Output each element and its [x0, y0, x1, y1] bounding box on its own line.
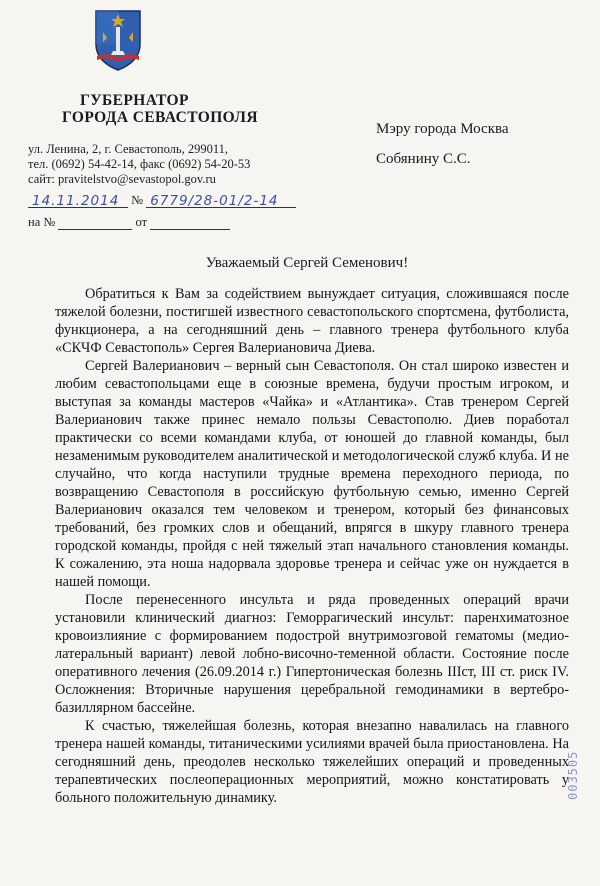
on-number-slot	[58, 214, 132, 230]
paragraph: К счастью, тяжелейшая болезнь, которая внезапно навалилась на главного тренера нашей команды, титаническими усилиями врачей была приостановлена. На сегодняшний день, преодолев несколько тяжелейших операций и проведенных терапевтических послеоперационных мероприятий, можно констатировать у больного положительную динамику.	[55, 718, 569, 806]
addressee-line-2: Собянину С.С.	[376, 151, 471, 167]
organization-name	[62, 92, 282, 126]
addressee-block	[376, 122, 509, 182]
salutation: Уважаемый Сергей Семенович!	[205, 255, 409, 271]
site-line: сайт: pravitelstvo@sevastopol.gov.ru	[28, 172, 216, 186]
incoming-stamp-number: 003505	[566, 750, 580, 800]
sevastopol-coat-of-arms-icon	[93, 8, 143, 72]
handwritten-date: 14.11.2014	[32, 193, 120, 209]
paragraph: Сергей Валерианович – верный сын Севастополя. Он стал широко известен и любим севастопольцами еще в союзные времена, будучи простым игроком, и выступая за команды мастеров «Чайка» и «Атлантика». Став тренером Сергей Валерианович также принес немало пользы Севастополю. Диев поработал практически со всеми командами клуба, от юношей до главной команды, был незаменимым руководителем аналитической и методологической служб клуба. И не случайно, что когда наступили трудные времена переходного периода, по возвращению Севастополя в российскую футбольную семью, именно Сергей Валерианович оказался тем человеком и тренером, который без финансовых требований, без громких слов и обещаний, впрягся в шкуру главного тренера городской команды, пройдя с ней тяжелый этап начального становления команды. К сожалению, эта ноша надорвала здоровье тренера и сейчас уже он нуждается в нашей помощи.	[55, 358, 569, 590]
org-line-1: ГУБЕРНАТОР	[80, 92, 189, 109]
outgoing-reference-row	[28, 192, 296, 210]
paragraph: Обратиться к Вам за содействием вынуждает ситуация, сложившаяся после тяжелой болезни, постигшей известного севастопольского спортсмена, футболиста, функционера, а на сегодняшний день – главного тренера футбольного клуба «СКЧФ Севастополь» Сергея Валериановича Диева.	[55, 286, 569, 356]
on-number-label: на №	[28, 215, 56, 229]
from-date-slot	[150, 214, 230, 230]
date-slot	[28, 192, 128, 208]
handwritten-number: 6779/28-01/2-14	[150, 193, 279, 209]
letter-body	[55, 285, 569, 807]
addressee-line-1: Мэру города Москва	[376, 121, 509, 137]
contact-block	[28, 142, 288, 187]
number-slot	[146, 192, 296, 208]
phone-line: тел. (0692) 54-42-14, факс (0692) 54-20-53	[28, 157, 251, 171]
number-prefix: №	[131, 193, 144, 207]
from-label: от	[135, 215, 148, 229]
paragraph: После перенесенного инсульта и ряда проведенных операций врачи установили клинический диагноз: Геморрагический инсульт: паренхиматозное кровоизлияние с формированием подострой внутримозговой гематомы (медио-латеральный вариант) левой лобно-височно-теменной области. Состояние после оперативного лечения (26.09.2014 г.) Гипертоническая болезнь IIIст, III ст. риск IV. Осложнения: Вторичные нарушения церебральной гемодинамики в вертебро-базиллярном бассейне.	[55, 592, 569, 716]
org-line-2: ГОРОДА СЕВАСТОПОЛЯ	[62, 109, 258, 126]
incoming-reference-row	[28, 214, 230, 232]
address-line: ул. Ленина, 2, г. Севастополь, 299011,	[28, 142, 229, 156]
